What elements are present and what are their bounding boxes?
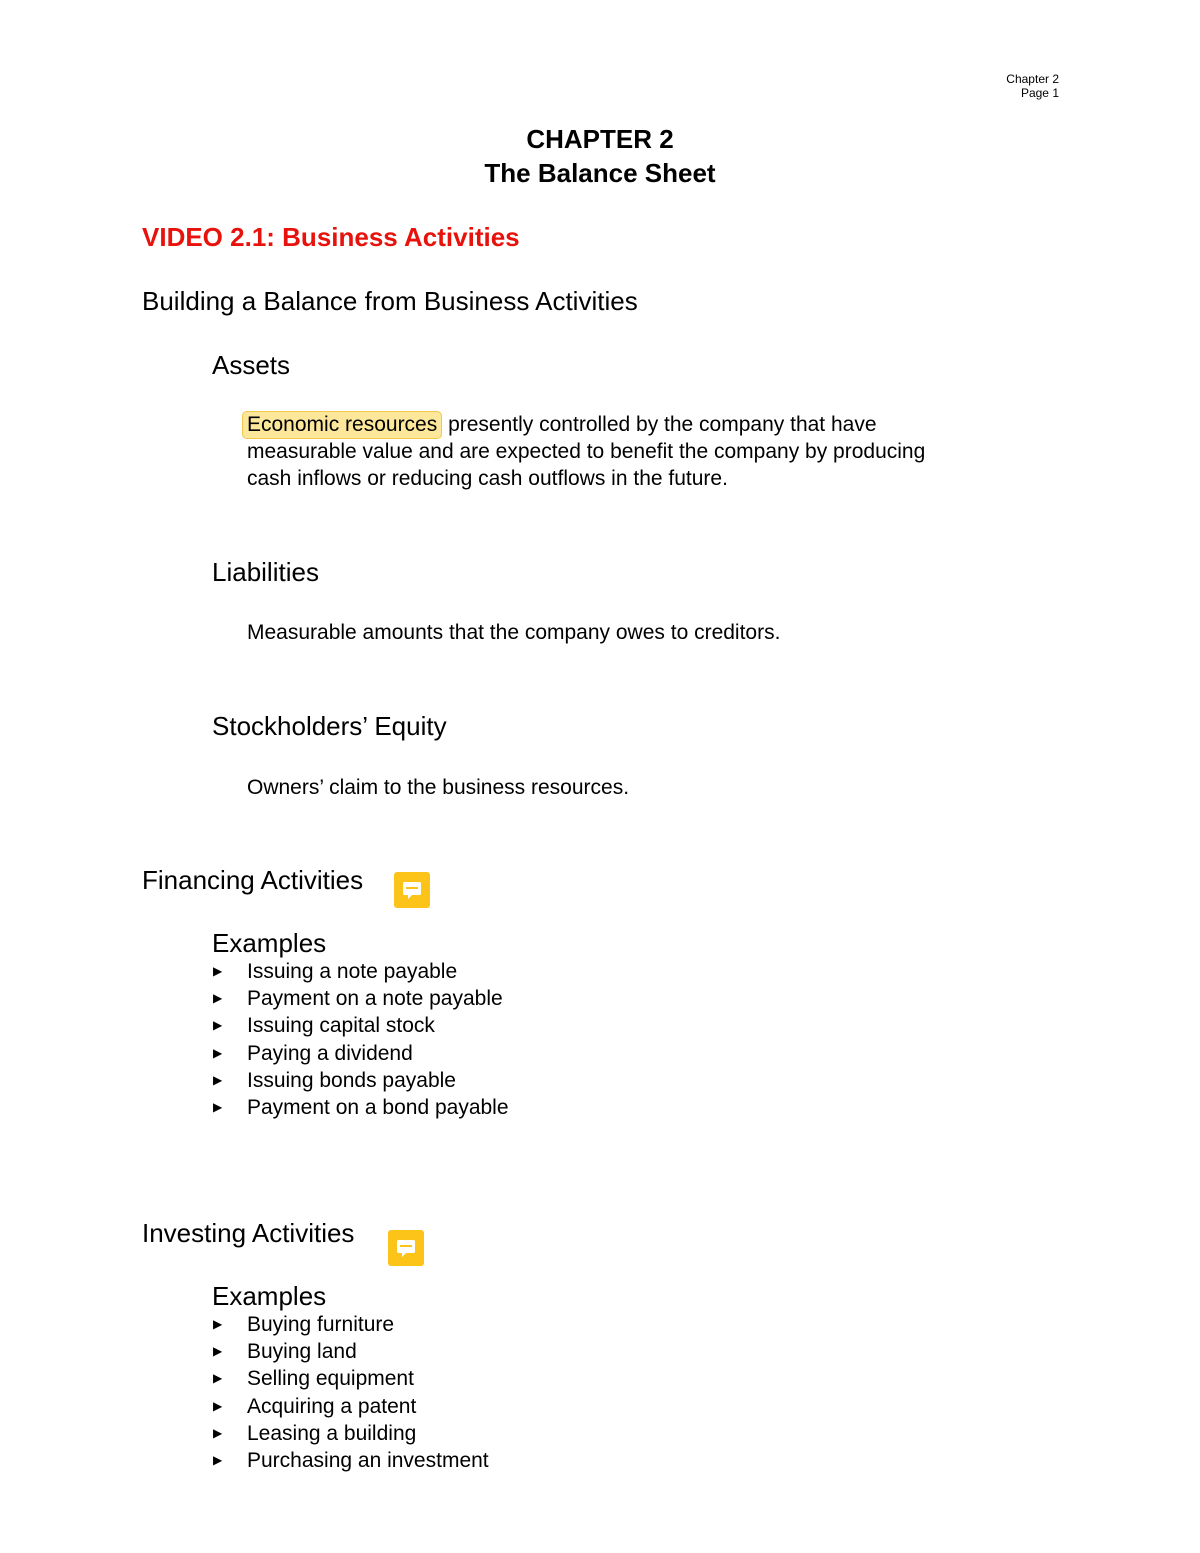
bullet-icon: ▶ (213, 1453, 223, 1468)
financing-examples-heading: Examples (212, 928, 327, 958)
equity-heading: Stockholders’ Equity (212, 711, 447, 741)
assets-definition-line-1 (247, 411, 925, 438)
bullet-icon: ▶ (213, 1045, 223, 1060)
assets-definition-line-3: cash inflows or reducing cash outflows in the future. (247, 467, 728, 490)
bullet-icon: ▶ (213, 1425, 223, 1440)
chapter-title: CHAPTER 2 (526, 124, 674, 154)
bullet-icon: ▶ (213, 964, 223, 978)
page-number: Page 1 (1020, 86, 1059, 100)
investing-example-list-item-text: Leasing a building (247, 1421, 417, 1445)
liabilities-definition: Measurable amounts that the company owes to creditors. (247, 621, 781, 644)
bullet-icon: ▶ (213, 1398, 223, 1413)
chapter-label: Chapter 2 (1006, 72, 1059, 86)
investing-example-list-item-text: Purchasing an investment (247, 1449, 489, 1473)
investing-example-list-item (212, 1338, 489, 1365)
comment-glyph (394, 872, 430, 908)
video-title: VIDEO 2.1: Business Activities (142, 222, 520, 252)
liabilities-heading: Liabilities (212, 557, 319, 587)
financing-example-list-item (212, 1040, 509, 1067)
investing-example-list-item (212, 1311, 489, 1338)
financing-examples-list (212, 958, 509, 1121)
financing-example-list-item (212, 1067, 509, 1094)
financing-example-list-item-text: Issuing bonds payable (247, 1068, 456, 1092)
financing-heading: Financing Activities (142, 865, 364, 895)
investing-example-list-item (212, 1393, 489, 1420)
financing-example-list-item (212, 1012, 509, 1039)
bullet-icon: ▶ (213, 991, 223, 1006)
assets-definition-line-1-rest: presently controlled by the company that have (442, 413, 877, 436)
bullet-icon: ▶ (213, 1072, 223, 1087)
investing-example-list-item-text: Selling equipment (247, 1367, 414, 1391)
investing-example-list-item (212, 1365, 489, 1392)
financing-example-list-item (212, 985, 509, 1012)
investing-heading: Investing Activities (142, 1218, 355, 1248)
bullet-icon: ▶ (213, 1317, 223, 1331)
investing-examples-list (212, 1311, 489, 1474)
financing-example-list-item-text: Payment on a bond payable (247, 1096, 509, 1120)
financing-example-list-item-text: Payment on a note payable (247, 987, 503, 1011)
comment-icon[interactable] (388, 1230, 424, 1266)
equity-definition: Owners’ claim to the business resources. (247, 776, 630, 799)
assets-definition-line-2: measurable value and are expected to benefit the company by producing (247, 440, 926, 463)
financing-example-list-item-text: Issuing a note payable (247, 960, 458, 983)
section-heading-building: Building a Balance from Business Activities (142, 286, 638, 316)
bullet-icon: ▶ (213, 1371, 223, 1386)
investing-example-list-item (212, 1447, 489, 1474)
investing-example-list-item-text: Acquiring a patent (247, 1394, 417, 1418)
investing-examples-heading: Examples (212, 1281, 327, 1311)
bullet-icon: ▶ (213, 1344, 223, 1359)
assets-heading: Assets (212, 350, 291, 380)
financing-example-list-item (212, 1094, 509, 1121)
comment-icon[interactable] (394, 872, 430, 908)
bullet-icon: ▶ (213, 1018, 223, 1033)
investing-example-list-item (212, 1420, 489, 1447)
financing-example-list-item-text: Issuing capital stock (247, 1014, 435, 1038)
financing-example-list-item-text: Paying a dividend (247, 1041, 413, 1065)
financing-example-list-item (212, 958, 509, 985)
page-header (1006, 72, 1059, 100)
highlighted-term[interactable]: Economic resources (242, 411, 442, 439)
bullet-icon: ▶ (213, 1100, 223, 1115)
assets-definition (247, 411, 925, 492)
comment-glyph (388, 1230, 424, 1266)
chapter-subtitle: The Balance Sheet (484, 158, 716, 188)
investing-example-list-item-text: Buying furniture (247, 1313, 395, 1336)
investing-example-list-item-text: Buying land (247, 1340, 357, 1364)
